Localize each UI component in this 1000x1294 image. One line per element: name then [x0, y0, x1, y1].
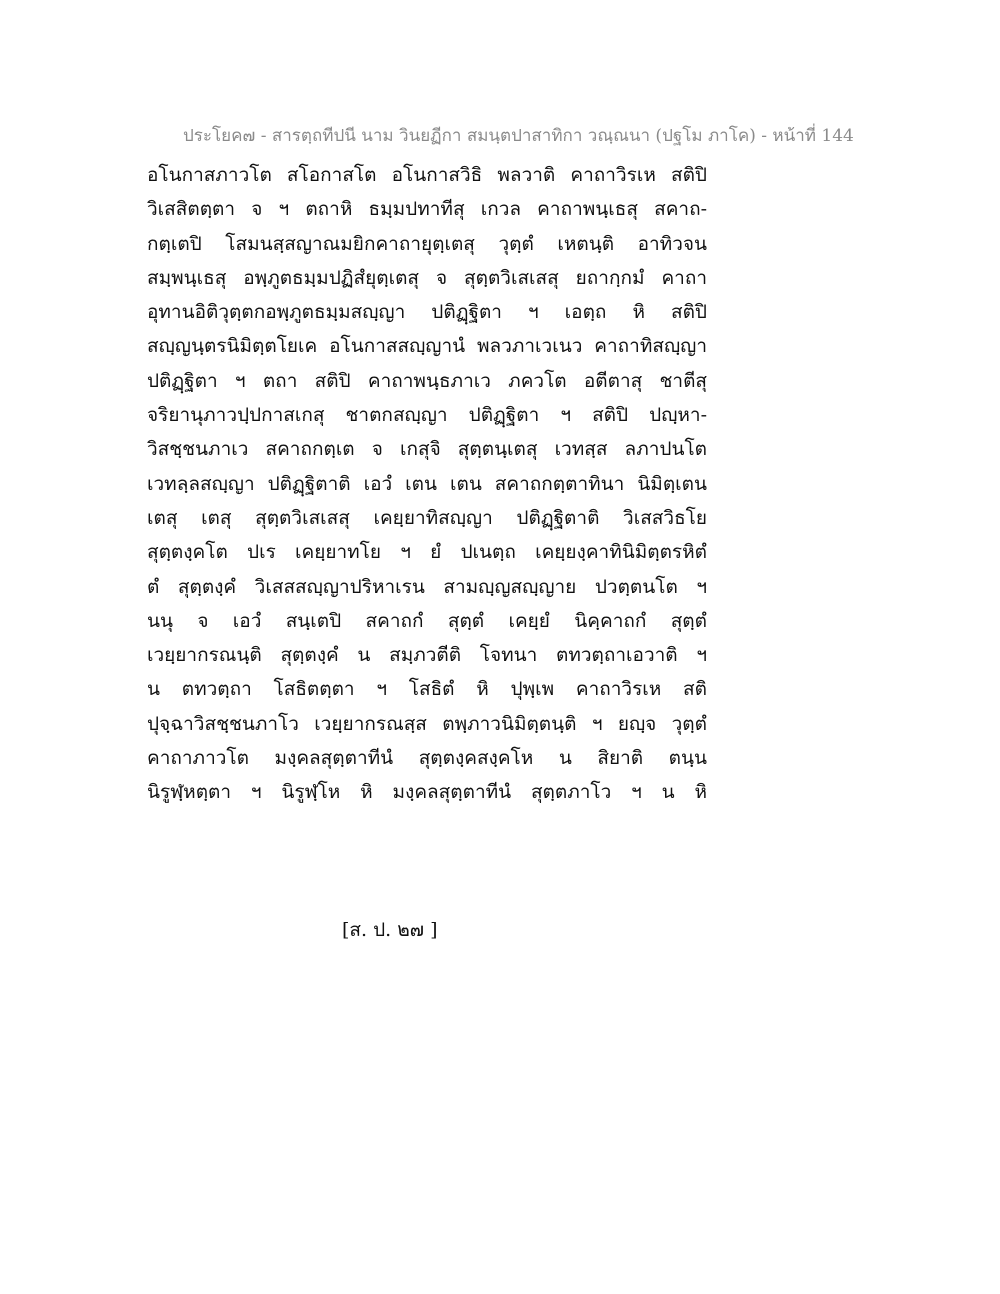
text-line: ปุจฺฉาวิสชฺชนภาโว เวยฺยากรณสฺส ตพฺภาวนิมิตฺตนฺติ ฯ ยญฺจ วุตฺตํ [147, 712, 707, 735]
text-line: อโนกาสภาวโต สโอกาสโต อโนกาสวิธิ พลวาติ คาถาวิรเห สติปิ [147, 164, 707, 186]
text-line: วิเสสิตตฺตา จ ฯ ตถาหิ ธมฺมปทาทีสุ เกวล คาถาพนฺเธสุ สคาถ- [147, 198, 707, 221]
text-line: กตฺเตปิ โสมนสฺสญาณมยิกคาถายุตฺเตสุ วุตฺตํ เหตนฺติ อาทิวจน [147, 232, 707, 255]
text-line: เตสุ เตสุ สุตฺตวิเสเสสุ เคยฺยาทิสญฺญา ปติฏฺฐิตาติ วิเสสวิธโย [147, 506, 707, 529]
text-line: เวยฺยากรณนฺติ สุตฺตงฺคํ น สมฺภวตีติ โจทนา ตทวตฺถาเอวาติ ฯ [147, 644, 707, 667]
text-line: วิสชฺชนภาเว สคาถกตฺเต จ เกสุจิ สุตฺตนฺเตสุ เวทสฺส ลภาปนโต [147, 438, 707, 461]
text-line: ตํ สุตฺตงฺคํ วิเสสสญฺญาปริหาเรน สามญฺญสญฺญาย ปวตฺตนโต ฯ [147, 575, 707, 598]
page-reference: [ส. ป. ๒๗ ] [342, 919, 438, 941]
text-line: เวทลฺลสญฺญา ปติฏฺฐิตาติ เอวํ เตน เตน สคาถกตฺตาทินา นิมิตฺเตน [147, 472, 707, 495]
text-line: นนุ จ เอวํ สนฺเตปิ สคาถกํ สุตฺตํ เคยฺยํ นิคฺคาถกํ สุตฺตํ [147, 609, 707, 632]
text-line: สญฺญนฺตรนิมิตฺตโยเค อโนกาสสญฺญานํ พลวภาเวเนว คาถาทิสญฺญา [147, 335, 707, 358]
text-line: จริยานุภาวปฺปกาสเกสุ ชาตกสญฺญา ปติฏฺฐิตา ฯ สติปิ ปญฺหา- [147, 404, 707, 427]
text-line: อุทานอิติวุตฺตกอพฺภูตธมฺมสญฺญา ปติฏฺฐิตา ฯ เอตฺถ หิ สติปิ [147, 301, 707, 324]
text-line: สมฺพนฺเธสุ อพฺภูตธมฺมปฏิสํยุตฺเตสุ จ สุตฺตวิเสเสสุ ยถากฺกมํ คาถา [147, 266, 707, 289]
body-text [147, 158, 707, 810]
text-line: นิรูฬฺหตฺตา ฯ นิรูฬฺโห หิ มงฺคลสุตฺตาทีนํ สุตฺตภาโว ฯ น หิ [147, 781, 707, 804]
text-line: ปติฏฺฐิตา ฯ ตถา สติปิ คาถาพนฺธภาเว ภควโต อตีตาสุ ชาตีสุ [147, 369, 707, 392]
text-line: สุตฺตงฺคโต ปเร เคยฺยาทโย ฯ ยํ ปเนตฺถ เคยฺยงฺคาทินิมิตฺตรหิตํ [147, 541, 707, 564]
text-line: คาถาภาวโต มงฺคลสุตฺตาทีนํ สุตฺตงฺคสงฺคโห น สิยาติ ตนฺน [147, 747, 707, 770]
text-line: น ตทวตฺถา โสธิตตฺตา ฯ โสธิตํ หิ ปุพฺเพ คาถาวิรเห สติ [147, 678, 707, 701]
running-header: ประโยค๗ - สารตฺถทีปนี นาม วินยฏีกา สมนฺตปาสาทิกา วณฺณนา (ปฐโม ภาโค) - หน้าที่ 144 [183, 126, 854, 146]
